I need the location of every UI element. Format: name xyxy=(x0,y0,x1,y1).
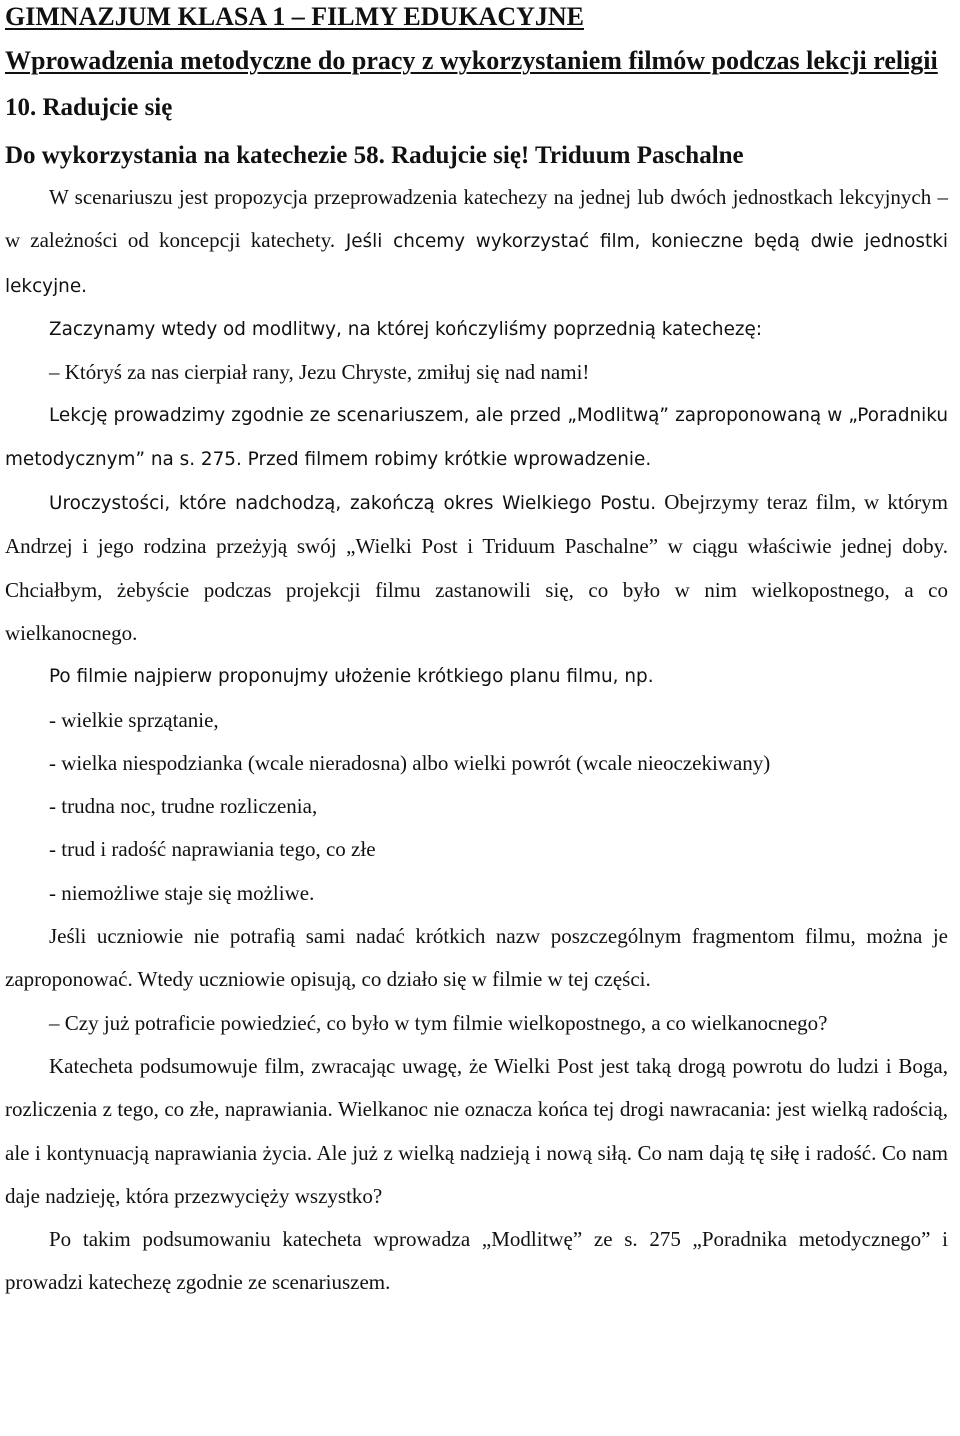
list-item: - trudna noc, trudne rozliczenia, xyxy=(49,794,318,819)
paragraph-intro-serif: W scenariuszu jest propozycja przeprowadzenia katechezy na jednej lub dwóch jednostkach lekcyjnych – w zależności od koncepcji katechety. xyxy=(5,185,948,253)
paragraph-intro xyxy=(5,176,948,308)
list-item: - wielkie sprzątanie, xyxy=(49,707,219,732)
lesson-reference: Do wykorzystania na katechezie 58. Radujcie się! Triduum Paschalne xyxy=(5,142,744,169)
paragraph-prayer-intro: Zaczynamy wtedy od modlitwy, na której kończyliśmy poprzednią katechezę: xyxy=(49,318,763,340)
paragraph-film-intro-sans: Uroczystości, które nadchodzą, zakończą okres Wielkiego Postu. xyxy=(49,493,657,515)
list-item: - wielka niespodzianka (wcale nieradosna) albo wielki powrót (wcale nieoczekiwany) xyxy=(49,750,771,775)
paragraph-fragments: Jeśli uczniowie nie potrafią sami nadać krótkich nazw poszczególnym fragmentom filmu, można je zaproponować. Wtedy uczniowie opisują, co działo się w filmie w tej części. xyxy=(5,924,948,992)
paragraph-plan-intro: Po filmie najpierw proponujmy ułożenie krótkiego planu filmu, np. xyxy=(49,666,654,688)
paragraph-film-intro xyxy=(5,481,948,655)
list-item: - trud i radość naprawiania tego, co złe xyxy=(49,837,376,862)
list-item: - niemożliwe staje się możliwe. xyxy=(49,880,315,905)
paragraph-intro-sans: Jeśli chcemy wykorzystać film, konieczne będą dwie jednostki lekcyjne. xyxy=(5,231,948,297)
doc-subtitle: Wprowadzenia metodyczne do pracy z wykorzystaniem filmów podczas lekcji religii xyxy=(5,46,938,75)
paragraph-summary: Katecheta podsumowuje film, zwracając uwagę, że Wielki Post jest taką drogą powrotu do ludzi i Boga, rozliczenia z tego, co złe, naprawiania. Wielkanoc nie oznacza końca tej drogi nawracania: jest wielką radością, ale i kontynuacją naprawiania życia. Ale już z wielką nadzieją i nową siłą. Co nam dają tę siłę i radość. Co nam daje nadzieję, która przezwycięży wszystko? xyxy=(5,1053,948,1208)
paragraph-question: – Czy już potraficie powiedzieć, co było w tym filmie wielkopostnego, a co wielkanocnego? xyxy=(49,1010,828,1035)
paragraph-lesson-guide: Lekcję prowadzimy zgodnie ze scenariuszem, ale przed „Modlitwą” zaproponowaną w „Poradniku metodycznym” na s. 275. Przed filmem robimy krótkie wprowadzenie. xyxy=(5,405,948,470)
prayer-line: – Któryś za nas cierpiał rany, Jezu Chryste, zmiłuj się nad nami! xyxy=(49,360,590,385)
paragraph-closing: Po takim podsumowaniu katecheta wprowadza „Modlitwę” ze s. 275 „Poradnika metodycznego” i prowadzi katechezę zgodnie ze scenariuszem. xyxy=(5,1227,948,1295)
doc-title: GIMNAZJUM KLASA 1 – FILMY EDUKACYJNE xyxy=(5,2,584,31)
section-number-title: 10. Radujcie się xyxy=(5,94,173,121)
paragraph-film-intro-serif: Obejrzymy teraz film, w którym Andrzej i jego rodzina przeżyją swój „Wielki Post i Triduum Paschalne” w ciągu właściwie jednej doby. Chciałbym, żebyście podczas projekcji filmu zastanowili się, co było w nim wielkopostnego, a co wielkanocnego. xyxy=(5,490,948,645)
plan-list xyxy=(5,699,948,915)
document-page xyxy=(5,0,948,1305)
